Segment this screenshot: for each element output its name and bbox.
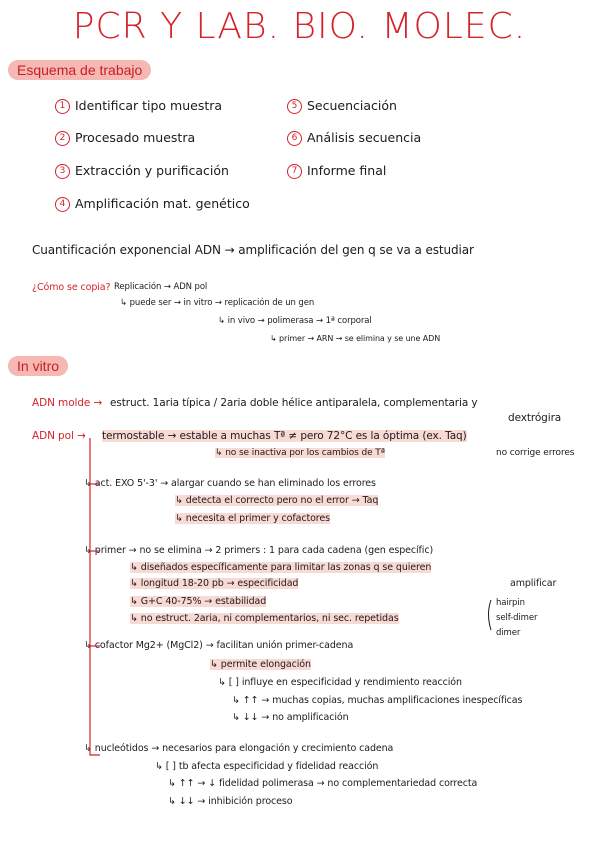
step-text: Procesado muestra <box>75 130 196 145</box>
primer-line-2: ↳ diseñados específicamente para limitar las zonas q se quieren <box>130 562 432 573</box>
step-text: Identificar tipo muestra <box>75 98 223 113</box>
section-invitro: In vitro <box>8 356 68 376</box>
number-badge: 6 <box>287 131 302 146</box>
cofactor-line-4: ↳ ↑↑ → muchas copias, muchas amplificaciones inespecíficas <box>232 695 523 706</box>
dextrogira: dextrógira <box>508 412 562 424</box>
page-title: PCR Y LAB. BIO. MOLEC. <box>72 6 527 47</box>
dimer: dimer <box>496 628 521 638</box>
nucleotidos-line-3: ↳ ↑↑ → ↓ fidelidad polimerasa → no complementariedad correcta <box>168 778 478 789</box>
nucleotidos-line-4: ↳ ↓↓ → inhibición proceso <box>168 796 293 807</box>
number-badge: 7 <box>287 164 302 179</box>
nucleotidos-line-1: ↳ nucleótidos → necesarios para elongación y crecimiento cadena <box>84 743 394 754</box>
adn-pol-label: ADN pol → <box>32 430 86 442</box>
primer-line-3: ↳ longitud 18-20 pb → especificidad <box>130 578 299 589</box>
section-esquema: Esquema de trabajo <box>8 60 151 80</box>
adn-molde-text: estruct. 1aria típica / 2aria doble hélice antiparalela, complementaria y <box>110 397 478 409</box>
hairpin: hairpin <box>496 598 525 608</box>
act-text: ↳ act. EXO 5'-3' → alargar cuando se han eliminado los errores <box>84 478 376 489</box>
self-dimer: self-dimer <box>496 613 538 623</box>
termo-line: termostable → estable a muchas Tª ≠ pero 72°C es la óptima (ex. Taq) <box>102 430 467 442</box>
copia-line-3: ↳ in vivo → polimerasa → 1ª corporal <box>218 316 372 326</box>
number-badge: 5 <box>287 99 302 114</box>
cofactor-line-5: ↳ ↓↓ → no amplificación <box>232 712 349 723</box>
termo-line-2: ↳ no se inactiva por los cambios de Tª <box>215 448 385 458</box>
copia-line-1: Replicación → ADN pol <box>114 282 208 292</box>
step-text: Informe final <box>307 163 387 178</box>
step-text: Amplificación mat. genético <box>75 196 250 211</box>
adn-molde-label: ADN molde → <box>32 397 103 409</box>
no-corrige: no corrige errores <box>496 448 575 458</box>
intro-line: Cuantificación exponencial ADN → amplificación del gen q se va a estudiar <box>32 243 474 257</box>
cofactor-line-3: ↳ [ ] influye en especificidad y rendimiento reacción <box>218 677 462 688</box>
copia-line-4: ↳ primer → ARN → se elimina y se une ADN <box>270 334 441 343</box>
copia-line-2: ↳ puede ser → in vitro → replicación de un gen <box>120 298 315 308</box>
copia-question: ¿Cómo se copia? <box>32 282 111 293</box>
amplificar: amplificar <box>510 578 557 589</box>
number-badge: 2 <box>55 131 70 146</box>
number-badge: 4 <box>55 197 70 212</box>
step-text: Extracción y purificación <box>75 163 229 178</box>
step-text: Análisis secuencia <box>307 130 422 145</box>
step-text: Secuenciación <box>307 98 397 113</box>
number-badge: 1 <box>55 99 70 114</box>
primer-line-5: ↳ no estruct. 2aria, ni complementarios, ni sec. repetidas <box>130 613 399 624</box>
primer-line-4: ↳ G+C 40-75% → estabilidad <box>130 596 267 607</box>
number-badge: 3 <box>55 164 70 179</box>
act-line-2: ↳ detecta el correcto pero no el error → Taq <box>175 495 379 506</box>
cofactor-line-2: ↳ permite elongación <box>210 659 311 670</box>
nucleotidos-line-2: ↳ [ ] tb afecta especificidad y fidelidad reacción <box>155 761 379 772</box>
cofactor-line-1: ↳ cofactor Mg2+ (MgCl2) → facilitan unión primer-cadena <box>84 640 354 651</box>
act-line-3: ↳ necesita el primer y cofactores <box>175 513 330 524</box>
primer-line-1: ↳ primer → no se elimina → 2 primers : 1 para cada cadena (gen específic) <box>84 545 434 556</box>
